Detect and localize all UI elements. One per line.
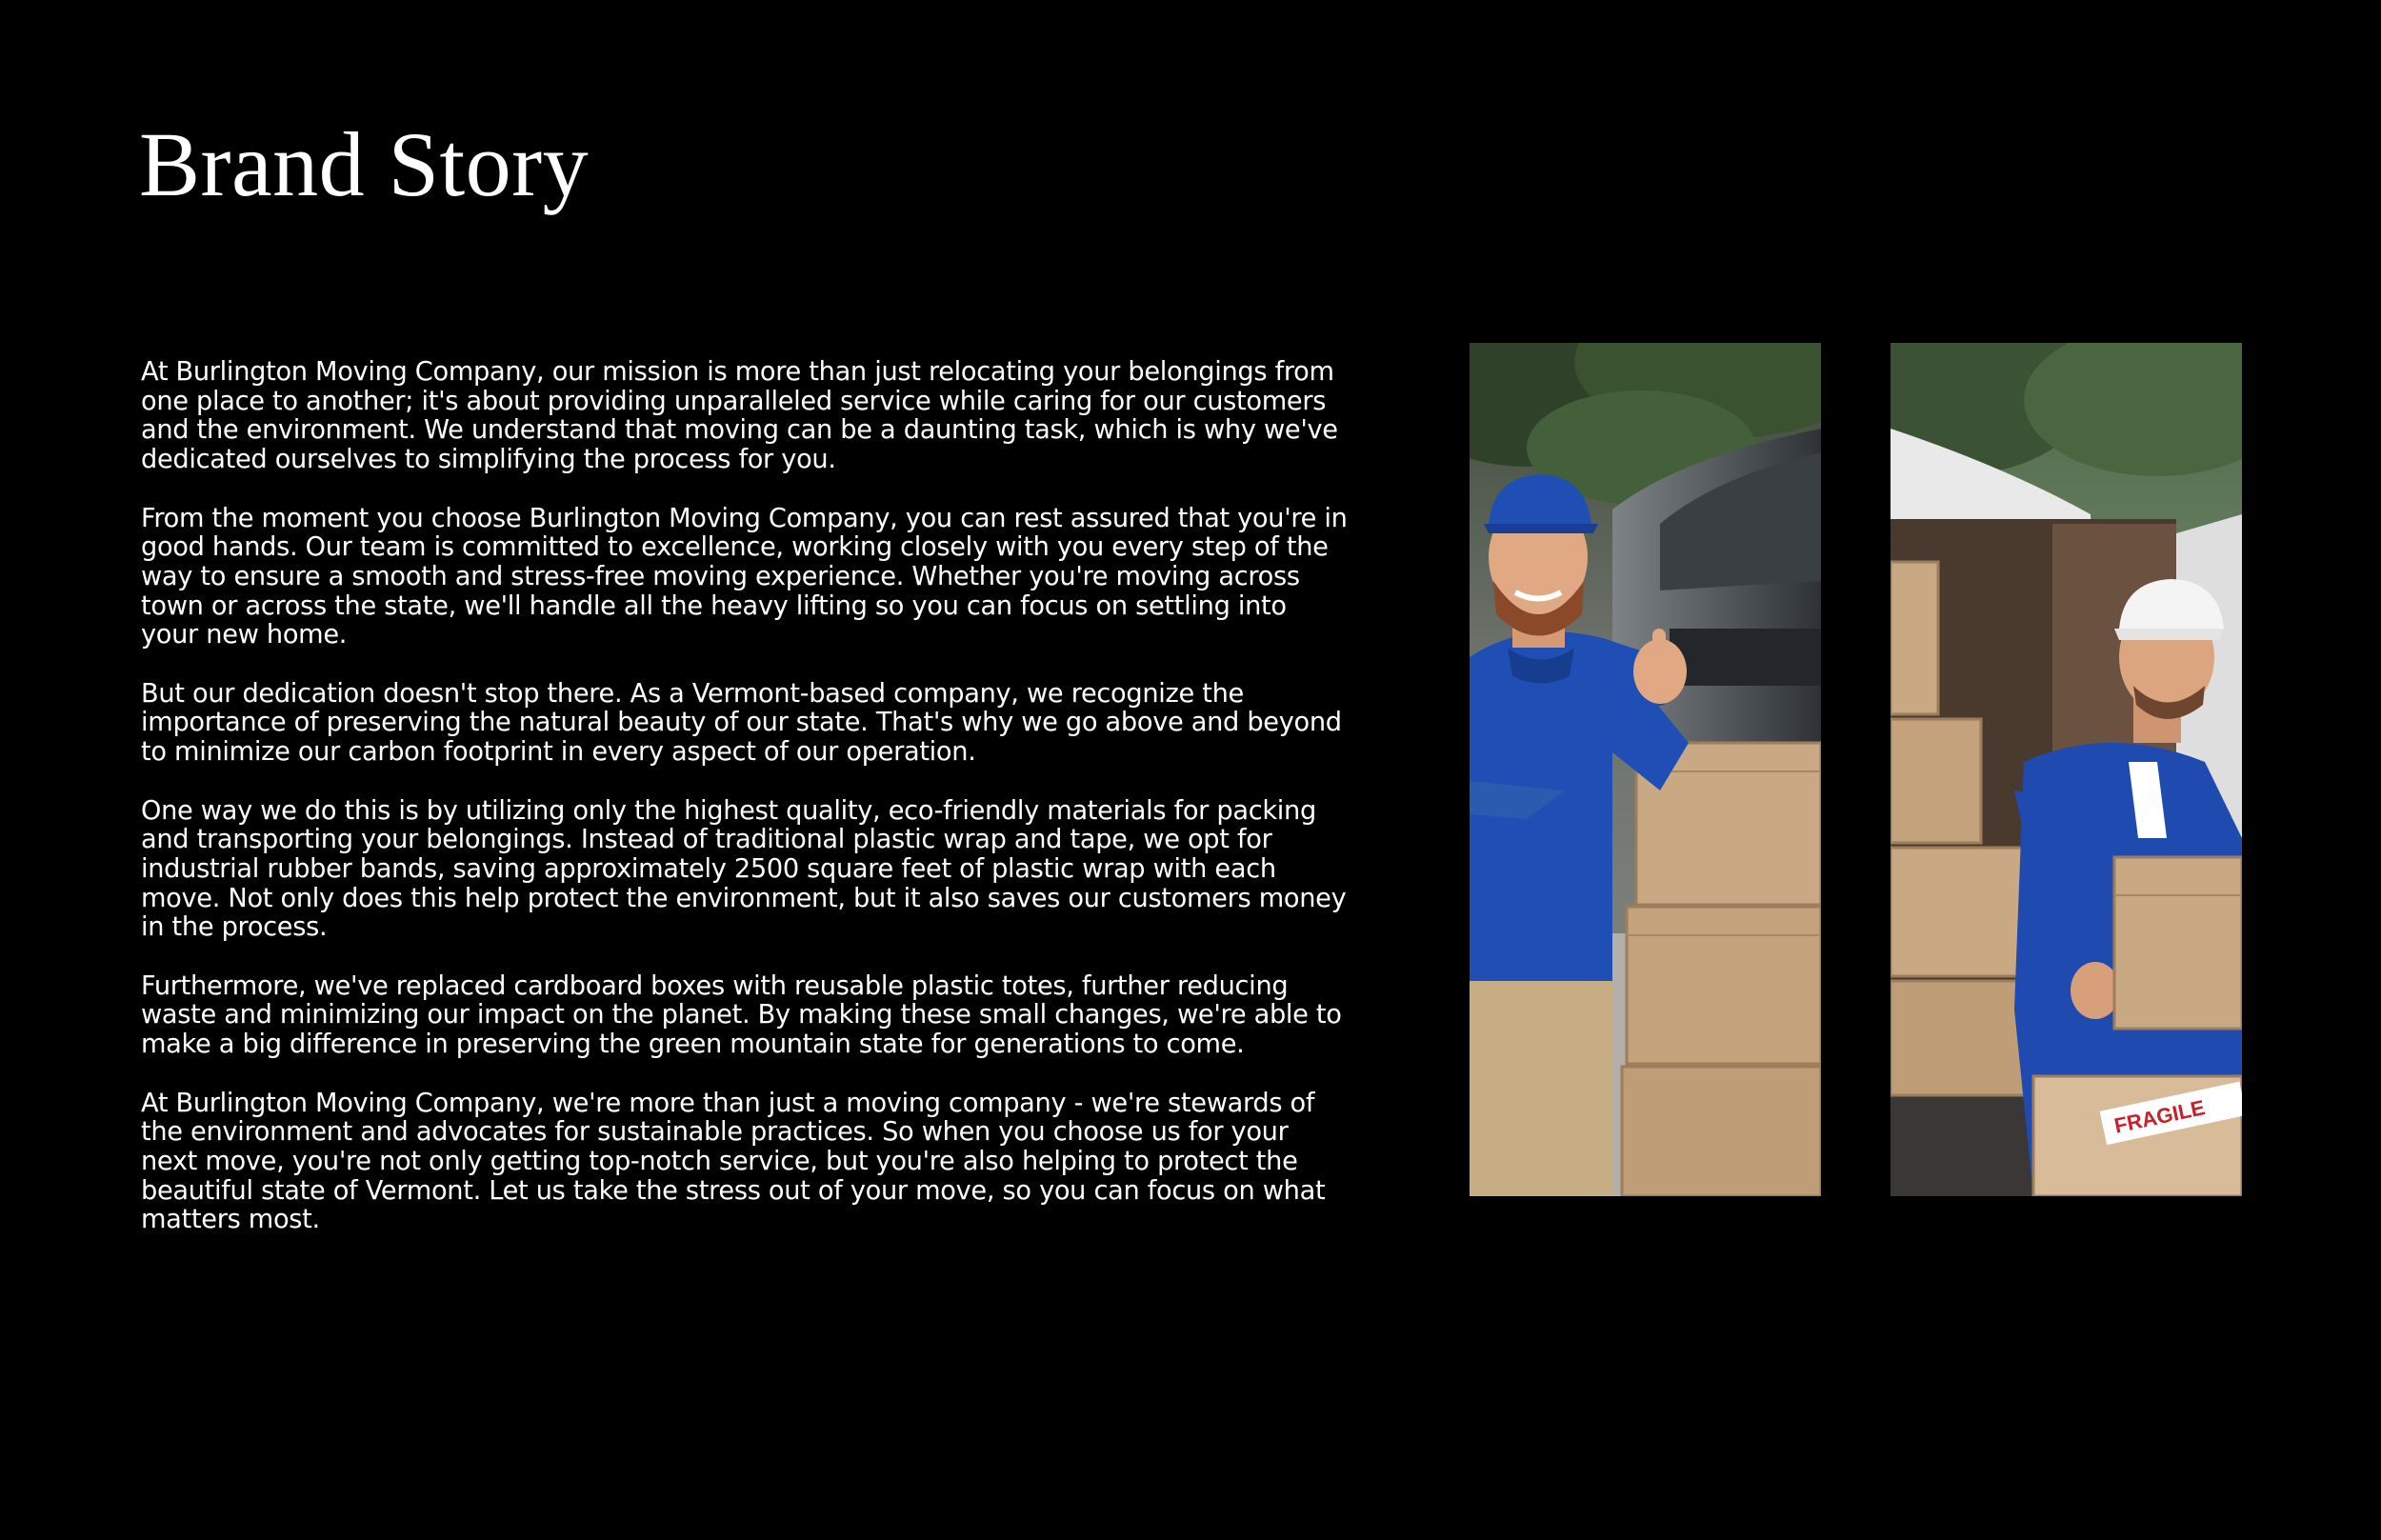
mover-unloading-van-photo: [1891, 343, 2242, 1196]
paragraph-service: From the moment you choose Burlington Moving Company, you can rest assured that you're in good hands. Our team is committed to excellence, working closely with you every step of the way to ensure a smooth and stress-free moving experience. Whether you're moving across town or across the state, we'll handle all the heavy lifting so you can focus on settling into your new home.: [141, 503, 1348, 650]
paragraph-totes: Furthermore, we've replaced cardboard boxes with reusable plastic totes, further reducing waste and minimizing our impact on the planet. By making these small changes, we're able to make a big difference in preserving the green mountain state for generations to come.: [141, 970, 1342, 1060]
brand-story-text: [141, 358, 1351, 1265]
page-title: Brand Story: [139, 113, 590, 215]
paragraph-mission: At Burlington Moving Company, our mission is more than just relocating your belongings from one place to another; it's about providing unparalleled service while caring for our customers and the environment. We understand that moving can be a daunting task, which is why we've dedicated ourselves to simplifying the process for you.: [141, 357, 1338, 475]
paragraph-closing: At Burlington Moving Company, we're more than just a moving company - we're stewards of the environment and advocates for sustainable practices. So when you choose us for your next move, you're not only getting top-notch service, but you're also helping to protect the beautiful state of Vermont. Let us take the stress out of your move, so you can focus on what matters most.: [141, 1088, 1326, 1235]
mover-unloading-van-illustration: [1891, 343, 2242, 1196]
mover-thumbs-up-illustration: [1470, 343, 1821, 1196]
paragraph-materials: One way we do this is by utilizing only the highest quality, eco-friendly materials for packing and transporting your belongings. Instead of traditional plastic wrap and tape, we opt for industrial rubber bands, saving approximately 2500 square feet of plastic wrap with each move. Not only does this help protect the environment, but it also saves our customers money in the process.: [141, 795, 1347, 943]
paragraph-dedication: But our dedication doesn't stop there. As a Vermont-based company, we recognize the importance of preserving the natural beauty of our state. That's why we go above and beyond to minimize our carbon footprint in every aspect of our operation.: [141, 678, 1342, 768]
fragile-label: FRAGILE: [2111, 1095, 2208, 1138]
mover-thumbs-up-photo: [1470, 343, 1821, 1196]
